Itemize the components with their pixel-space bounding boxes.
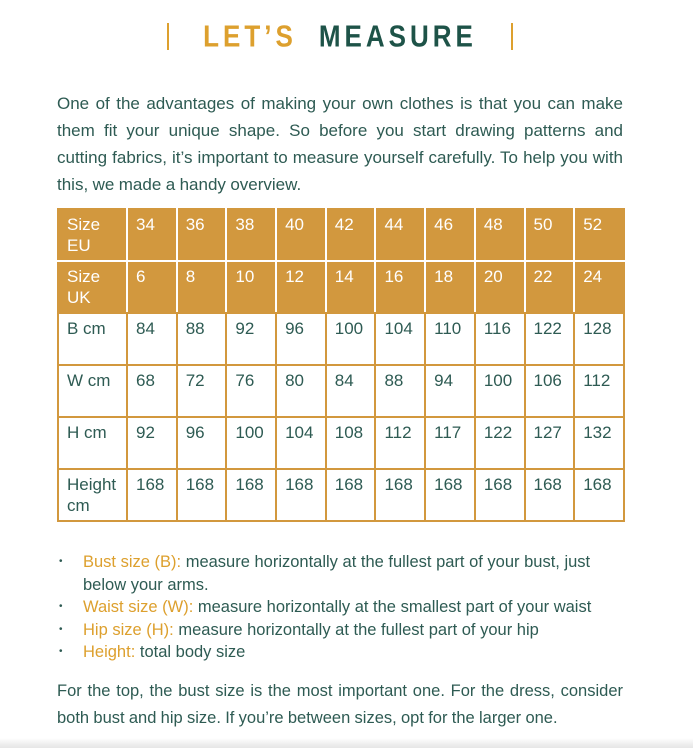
value-cell: 42 xyxy=(326,209,376,261)
value-cell: 122 xyxy=(525,313,575,365)
value-cell: 88 xyxy=(177,313,227,365)
value-cell: 8 xyxy=(177,261,227,313)
value-cell: 80 xyxy=(276,365,326,417)
value-cell: 36 xyxy=(177,209,227,261)
value-cell: 117 xyxy=(425,417,475,469)
intro-paragraph: One of the advantages of making your own clothes is that you can make them fit your unique shape. So before you start drawing patterns and cutting fabrics, it’s important to measure yourself carefully. To help you with this, we made a handy overview. xyxy=(57,94,623,194)
bullet-term: Waist size (W): xyxy=(83,598,194,616)
value-cell: 14 xyxy=(326,261,376,313)
measure-list-item xyxy=(57,619,623,642)
value-cell: 168 xyxy=(177,469,227,521)
size-table xyxy=(57,208,625,522)
value-cell: 96 xyxy=(177,417,227,469)
value-cell: 168 xyxy=(375,469,425,521)
value-cell: 92 xyxy=(226,313,276,365)
measure-list-item xyxy=(57,596,623,619)
value-cell: 50 xyxy=(525,209,575,261)
measure-list xyxy=(57,551,623,664)
bullet-dot-icon: • xyxy=(59,623,63,635)
bullet-term: Bust size (B): xyxy=(83,553,182,571)
row-label-cell: H cm xyxy=(58,417,127,469)
value-cell: 96 xyxy=(276,313,326,365)
measurement-row xyxy=(58,469,624,521)
value-cell: 34 xyxy=(127,209,177,261)
value-cell: 84 xyxy=(326,365,376,417)
measure-list-item xyxy=(57,641,623,664)
value-cell: 48 xyxy=(475,209,525,261)
size-header-row xyxy=(58,209,624,261)
value-cell: 84 xyxy=(127,313,177,365)
measure-list-item xyxy=(57,551,623,596)
value-cell: 20 xyxy=(475,261,525,313)
bullet-text: Waist size (W): measure horizontally at the smallest part of your waist xyxy=(83,598,592,616)
value-cell: 168 xyxy=(574,469,624,521)
title-right-bar-icon xyxy=(511,23,513,50)
value-cell: 18 xyxy=(425,261,475,313)
value-cell: 100 xyxy=(475,365,525,417)
value-cell: 16 xyxy=(375,261,425,313)
value-cell: 110 xyxy=(425,313,475,365)
value-cell: 168 xyxy=(475,469,525,521)
bullet-dot-icon: • xyxy=(59,601,63,612)
bullet-term: Height: xyxy=(83,643,136,661)
value-cell: 168 xyxy=(425,469,475,521)
value-cell: 24 xyxy=(574,261,624,313)
value-cell: 6 xyxy=(127,261,177,313)
page-title xyxy=(203,18,477,53)
value-cell: 168 xyxy=(127,469,177,521)
measurement-guide-page xyxy=(0,18,693,732)
page-title-lets: LET’S xyxy=(203,18,297,54)
row-label-cell: Height cm xyxy=(58,469,127,521)
value-cell: 127 xyxy=(525,417,575,469)
page-bottom-shade xyxy=(0,738,693,748)
value-cell: 104 xyxy=(276,417,326,469)
measurement-row xyxy=(58,417,624,469)
value-cell: 12 xyxy=(276,261,326,313)
value-cell: 122 xyxy=(475,417,525,469)
value-cell: 112 xyxy=(574,365,624,417)
value-cell: 128 xyxy=(574,313,624,365)
value-cell: 52 xyxy=(574,209,624,261)
measurement-row xyxy=(58,365,624,417)
bullet-dot-icon: • xyxy=(59,556,63,567)
value-cell: 44 xyxy=(375,209,425,261)
value-cell: 46 xyxy=(425,209,475,261)
size-header-row xyxy=(58,261,624,313)
row-label-cell: Size EU xyxy=(58,209,127,261)
value-cell: 132 xyxy=(574,417,624,469)
row-label-cell: W cm xyxy=(58,365,127,417)
row-label-cell: B cm xyxy=(58,313,127,365)
bullet-text: Height: total body size xyxy=(83,643,246,661)
value-cell: 22 xyxy=(525,261,575,313)
value-cell: 116 xyxy=(475,313,525,365)
value-cell: 10 xyxy=(226,261,276,313)
value-cell: 168 xyxy=(276,469,326,521)
value-cell: 100 xyxy=(226,417,276,469)
bullet-dot-icon: • xyxy=(59,646,63,657)
size-table-body xyxy=(58,209,624,521)
value-cell: 38 xyxy=(226,209,276,261)
value-cell: 104 xyxy=(375,313,425,365)
bullet-text: Hip size (H): measure horizontally at the fullest part of your hip xyxy=(83,620,539,639)
value-cell: 88 xyxy=(375,365,425,417)
value-cell: 100 xyxy=(326,313,376,365)
value-cell: 72 xyxy=(177,365,227,417)
value-cell: 106 xyxy=(525,365,575,417)
row-label-cell: Size UK xyxy=(58,261,127,313)
measurement-row xyxy=(58,313,624,365)
value-cell: 168 xyxy=(525,469,575,521)
value-cell: 168 xyxy=(326,469,376,521)
bullet-text: Bust size (B): measure horizontally at the fullest part of your bust, just below your arms. xyxy=(83,553,591,594)
outro-paragraph: For the top, the bust size is the most important one. For the dress, consider both bust and hip size. If you’re between sizes, opt for the larger one. xyxy=(57,681,623,727)
value-cell: 168 xyxy=(226,469,276,521)
value-cell: 112 xyxy=(375,417,425,469)
value-cell: 76 xyxy=(226,365,276,417)
value-cell: 108 xyxy=(326,417,376,469)
bullet-term: Hip size (H): xyxy=(83,620,174,639)
value-cell: 92 xyxy=(127,417,177,469)
title-left-bar-icon xyxy=(167,23,169,50)
page-title-measure: MEASURE xyxy=(318,18,477,54)
value-cell: 94 xyxy=(425,365,475,417)
value-cell: 68 xyxy=(127,365,177,417)
page-header xyxy=(57,18,623,54)
value-cell: 40 xyxy=(276,209,326,261)
